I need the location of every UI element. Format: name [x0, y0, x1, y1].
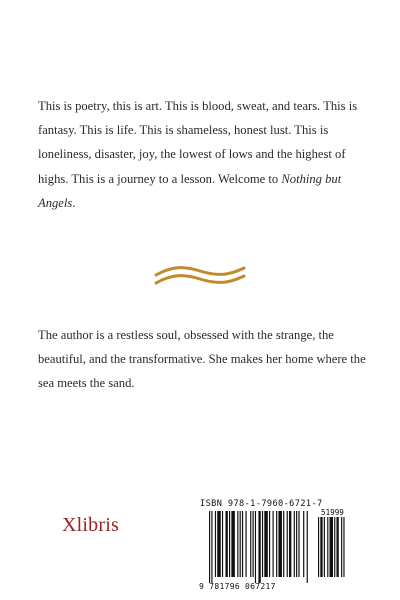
wave-flourish-icon: [150, 262, 250, 290]
isbn-label: ISBN 978-1-7960-6721-7: [200, 499, 323, 509]
blurb-text: This is poetry, this is art. This is blood, sweat, and tears. This is fantasy. This is life. This is shameless, honest lust. This is loneliness, disaster, joy, the lowest of lows and the highest of highs. This is a journey to a lesson. Welcome to: [38, 99, 358, 186]
barcode-digits: 9 781796 067217: [199, 582, 276, 591]
book-title: Nothing but Angels: [38, 171, 342, 210]
price-code: 51999: [321, 508, 344, 517]
blurb-end: .: [72, 195, 76, 210]
back-cover-blurb: [38, 94, 368, 215]
price-barcode: [318, 517, 348, 583]
isbn-barcode: [209, 511, 309, 583]
author-bio: The author is a restless soul, obsessed with the strange, the beautiful, and the transformative. She makes her home where the sea meets the sand.: [38, 328, 366, 391]
publisher-logo: Xlibris: [62, 514, 119, 536]
